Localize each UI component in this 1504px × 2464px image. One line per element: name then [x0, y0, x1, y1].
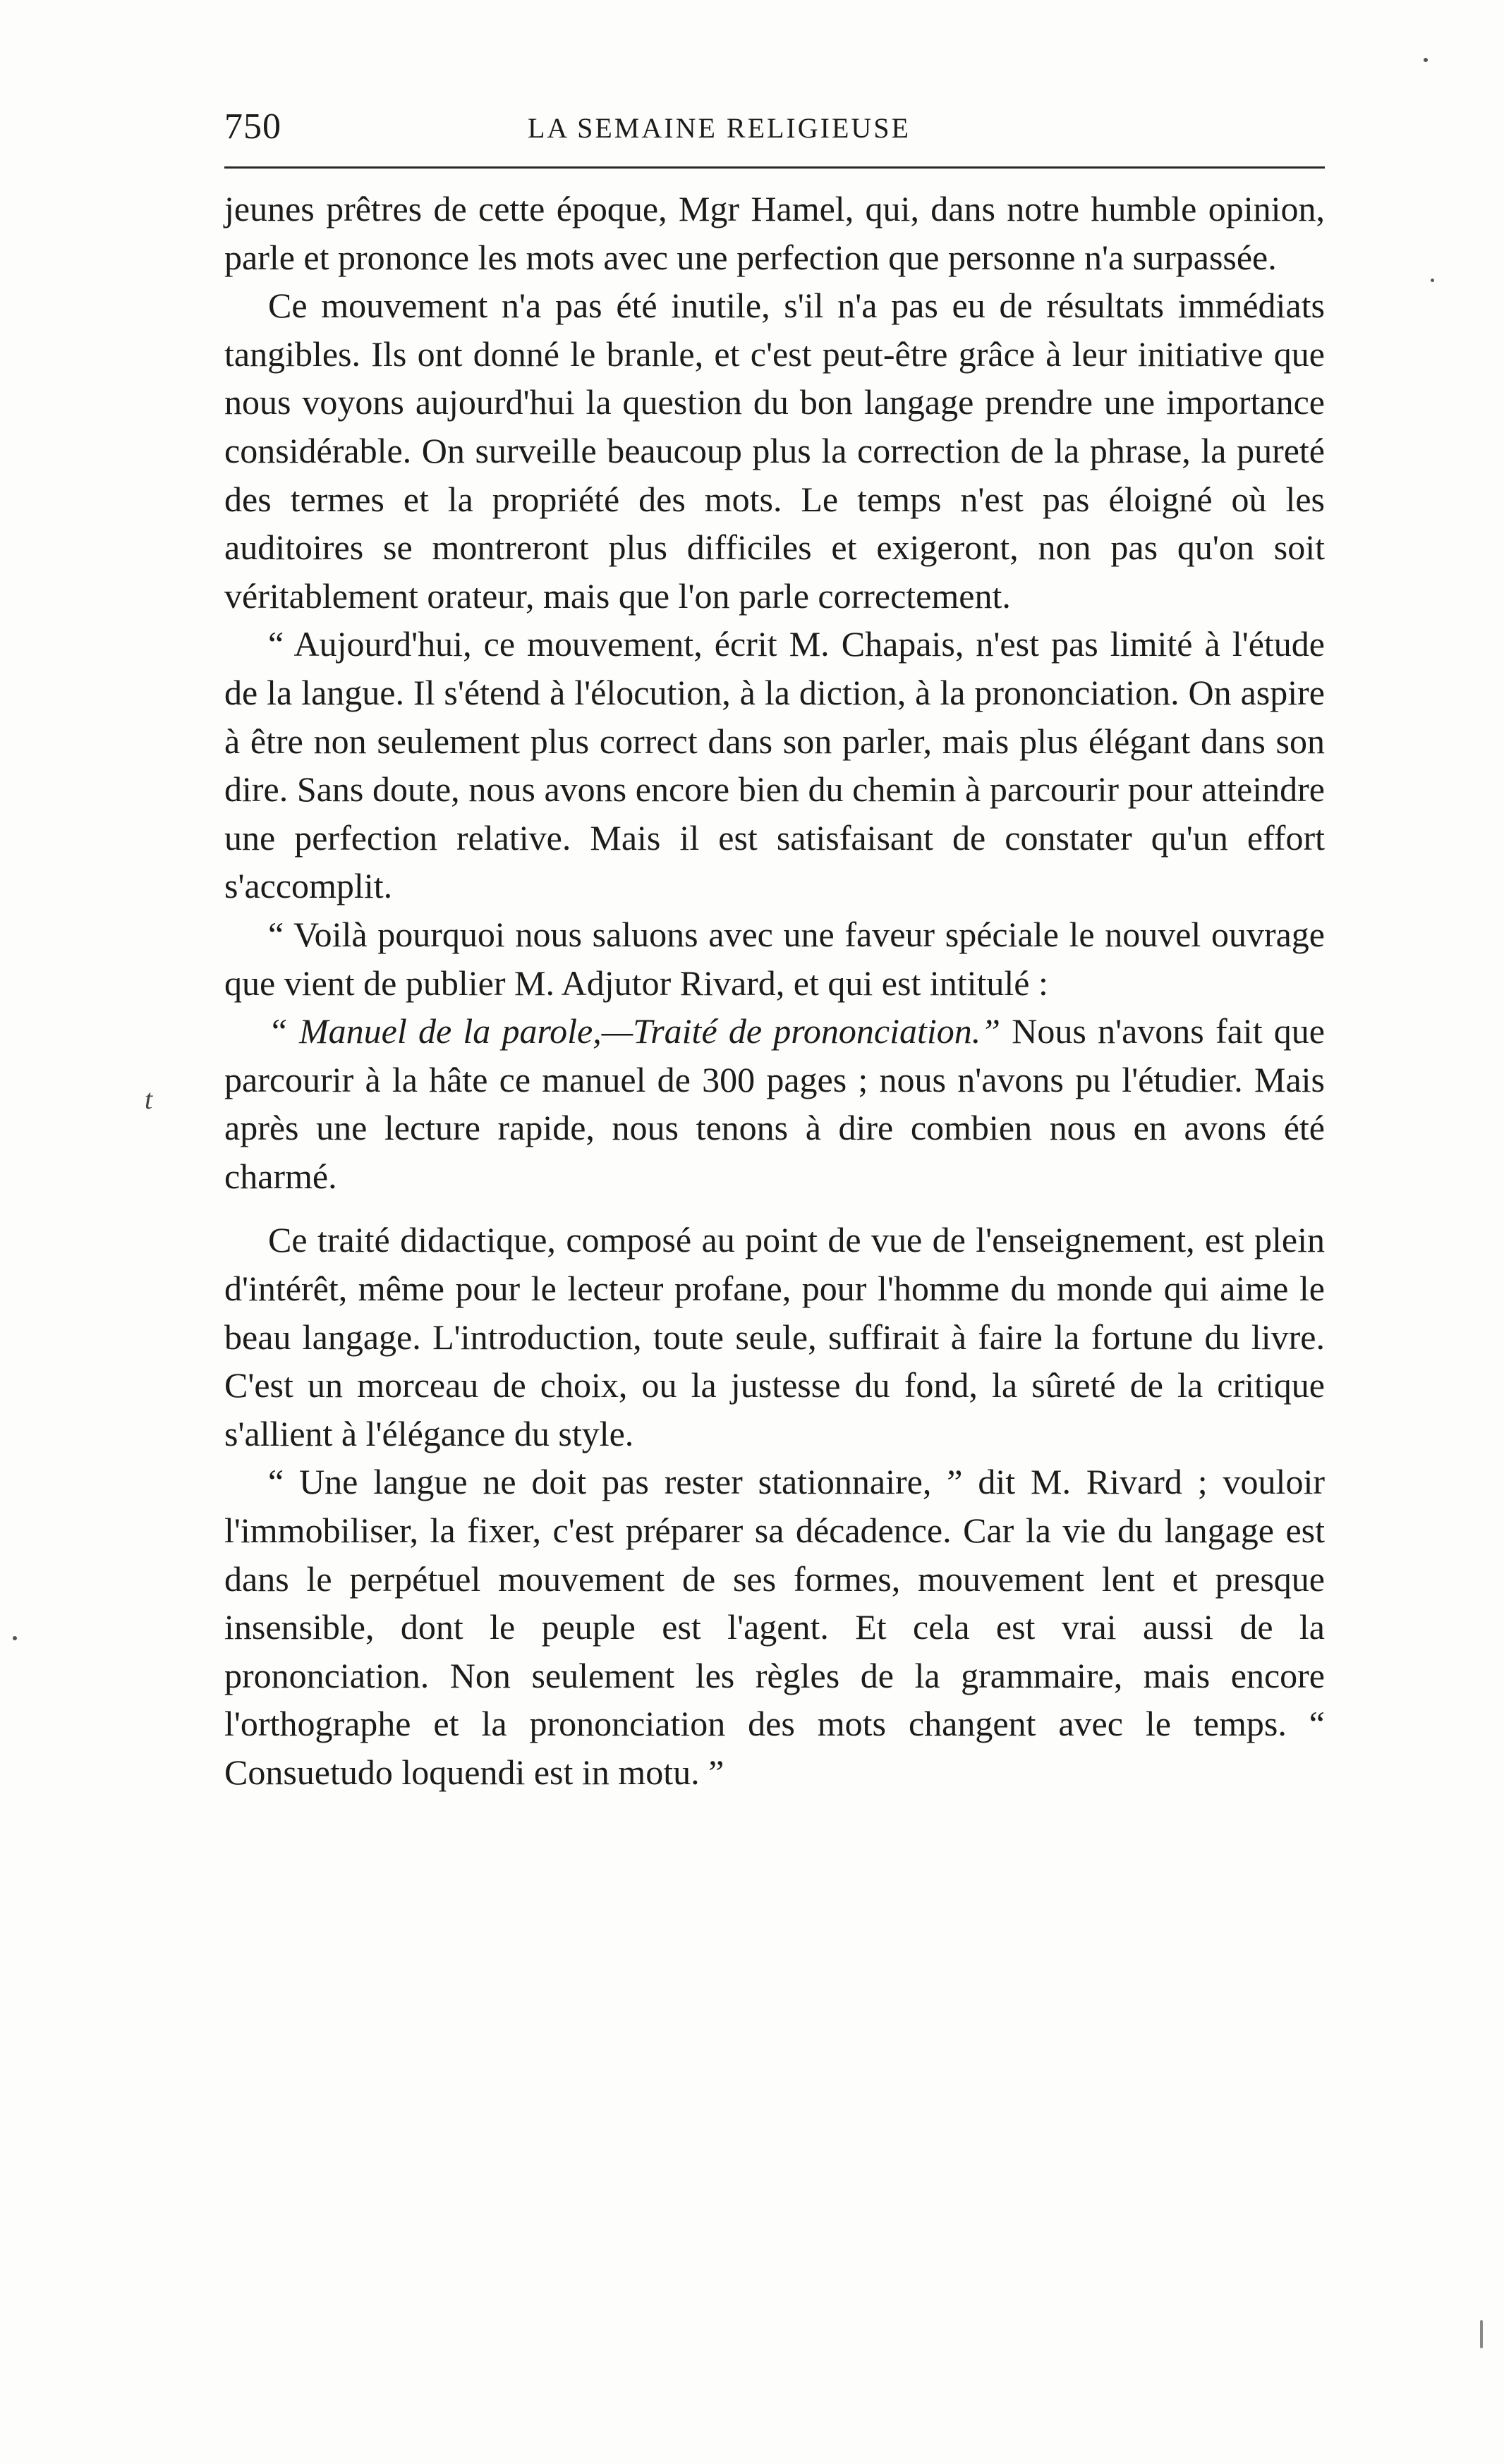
running-header: [224, 106, 1325, 155]
margin-mark: t: [145, 1083, 153, 1115]
paragraph-rest: Nous n'avons fait que parcourir à la hâte ce manuel de 300 pages ; nous n'avons pu l'étudier. Mais après une lecture rapide, nous tenons à dire combien nous en avons été charmé.: [224, 1011, 1325, 1196]
paragraph: “ Voilà pourquoi nous saluons avec une faveur spéciale le nouvel ouvrage que vient de publier M. Adjutor Rivard, et qui est intitulé :: [224, 914, 1325, 1003]
scan-speck: [1424, 58, 1428, 62]
header-rule: [224, 166, 1325, 169]
paragraph-continuation: jeunes prêtres de cette époque, Mgr Hamel, qui, dans notre humble opinion, parle et prononce les mots avec une perfection que personne n'a surpassée.: [224, 189, 1325, 277]
paragraph: “ Aujourd'hui, ce mouvement, écrit M. Chapais, n'est pas limité à l'étude de la langue. Il s'étend à l'élocution, à la diction, à la prononciation. On aspire à être non seulement plus correct dans son parler, mais plus élégant dans son dire. Sans doute, nous avons encore bien du chemin à parcourir pour atteindre une perfection relative. Mais il est satisfaisant de constater qu'un effort s'accomplit.: [224, 624, 1325, 906]
scan-speck: [13, 1636, 17, 1640]
scan-speck: [1431, 279, 1434, 282]
paragraph: Ce traité didactique, composé au point de vue de l'enseignement, est plein d'intérêt, même pour le lecteur profane, pour l'homme du monde qui aime le beau langage. L'introduction, toute seule, suffirait à faire la fortune du livre. C'est un morceau de choix, ou la justesse du fond, la sûreté de la critique s'allient à l'élégance du style.: [224, 1220, 1325, 1453]
paragraph: Ce mouvement n'a pas été inutile, s'il n'a pas eu de résultats immédiats tangibles. Ils ont donné le branle, et c'est peut-être grâce à leur initiative que nous voyons aujourd'hui la question du bon langage prendre une importance considérable. On surveille beaucoup plus la correction de la phrase, la pureté des termes et la propriété des mots. Le temps n'est pas éloigné où les auditoires se montreront plus difficiles et exigeront, non pas qu'on soit véritablement orateur, mais que l'on parle correctement.: [224, 286, 1325, 616]
running-title: LA SEMAINE RELIGIEUSE: [528, 112, 911, 144]
paragraph: “ Une langue ne doit pas rester stationnaire, ” dit M. Rivard ; vouloir l'immobiliser, la fixer, c'est préparer sa décadence. Car la vie du langage est dans le perpétuel mouvement de ses formes, mouvement lent et presque insensible, dont le peuple est l'agent. Et cela est vrai aussi de la prononciation. Non seulement les règles de la grammaire, mais encore l'orthographe et la prononciation des mots changent avec le temps. “ Consuetudo loquendi est in motu. ”: [224, 1462, 1325, 1792]
page-number: 750: [224, 106, 281, 147]
scan-speck: [1480, 2320, 1483, 2348]
book-title: “ Manuel de la parole,—Traité de prononciation.”: [268, 1011, 1001, 1051]
paragraph: [224, 1007, 1325, 1200]
body-text: [224, 185, 1325, 1797]
